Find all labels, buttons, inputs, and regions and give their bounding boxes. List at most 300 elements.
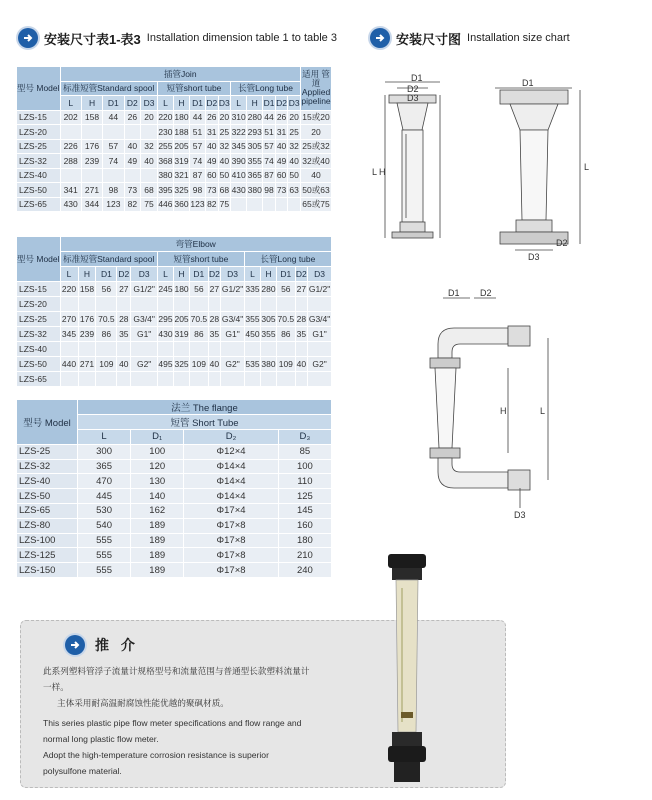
table-cell: 40 (275, 139, 288, 154)
section-title-zh: 安装尺寸表1-表3 (44, 31, 141, 47)
table-cell: 49 (124, 154, 141, 169)
table-cell: 344 (81, 197, 102, 212)
table-cell: 73 (124, 183, 141, 198)
table-cell (190, 372, 209, 387)
table-cell: 51 (263, 125, 276, 140)
table-cell: 50 (288, 168, 301, 183)
table-cell: 110 (278, 474, 331, 489)
table-cell (244, 372, 260, 387)
table-cell (103, 125, 124, 140)
intro-panel (20, 620, 506, 788)
table-cell: 86 (190, 327, 209, 342)
table-cell: 44 (103, 110, 124, 125)
table-cell: 74 (103, 154, 124, 169)
subgroup-header: 标准短管Standard spool (60, 252, 157, 267)
table-cell: 86 (277, 327, 296, 342)
table-cell: 470 (78, 474, 131, 489)
table-cell (96, 372, 117, 387)
chart-title-zh: 安装尺寸图 (396, 31, 462, 47)
column-header: D3 (131, 267, 158, 282)
table-cell (124, 125, 141, 140)
table-cell: 205 (173, 139, 189, 154)
table-cell (103, 168, 124, 183)
table-cell: 300 (78, 444, 131, 459)
table-row (17, 183, 332, 198)
table-cell: 73 (275, 183, 288, 198)
table-cell: 176 (78, 312, 96, 327)
column-header: D₂ (184, 430, 279, 445)
intro-title-text: 推 介 (95, 637, 139, 653)
section-title-en: Installation dimension table 1 to table 3 (146, 32, 337, 44)
table-cell: 40 (295, 357, 308, 372)
table-cell: 395 (157, 183, 173, 198)
column-header: D2 (117, 267, 131, 282)
subgroup-header: 长管Long tube (244, 252, 331, 267)
dim-label-d3: D3 (407, 93, 419, 103)
table-cell: 98 (103, 183, 124, 198)
table-cell: 20 (301, 125, 332, 140)
table-cell: Φ17×8 (184, 518, 279, 533)
table-cell: 355 (260, 327, 276, 342)
table-cell: 140 (131, 489, 184, 504)
table-row (17, 282, 332, 297)
model-cell: LZS-50 (17, 357, 61, 372)
table-row (17, 357, 332, 372)
table-cell: Φ14×4 (184, 489, 279, 504)
table-cell (244, 297, 260, 312)
table-cell: 240 (278, 563, 331, 578)
table-cell: 335 (244, 282, 260, 297)
table-cell: 271 (78, 357, 96, 372)
table-row (17, 503, 332, 518)
table-cell: 430 (60, 197, 81, 212)
table-cell: 35 (208, 327, 221, 342)
table-cell: 25 (288, 125, 301, 140)
table-cell: 255 (157, 139, 173, 154)
table-cell: 32或40 (301, 154, 332, 169)
model-cell: LZS-15 (17, 282, 61, 297)
model-cell: LZS-80 (17, 518, 78, 533)
dim-label-d1: D1 (448, 288, 460, 298)
model-cell: LZS-40 (17, 474, 78, 489)
table-cell (260, 297, 276, 312)
table-cell (308, 297, 332, 312)
column-header: L (157, 267, 173, 282)
column-header: D₁ (131, 430, 184, 445)
column-header: D3 (218, 96, 231, 111)
table-cell: 82 (206, 197, 219, 212)
table-cell: 32 (288, 139, 301, 154)
table-cell (260, 342, 276, 357)
table-cell (131, 342, 158, 357)
table-row (17, 533, 332, 548)
table-cell: 450 (244, 327, 260, 342)
pipeline-header: 适用 管道 Applied pipeline (301, 67, 332, 111)
table-cell: 25 (218, 125, 231, 140)
table-cell: 188 (173, 125, 189, 140)
subgroup-header: 短管short tube (157, 252, 244, 267)
table-cell: 220 (157, 110, 173, 125)
table-cell: 322 (231, 125, 247, 140)
table-cell: 40 (124, 139, 141, 154)
table-cell: G1/2" (308, 282, 332, 297)
table-cell: 145 (278, 503, 331, 518)
table-cell: 293 (247, 125, 263, 140)
table-cell: 50 (218, 168, 231, 183)
dim-label-d2: D2 (480, 288, 492, 298)
table-cell: 220 (60, 282, 78, 297)
table-cell: 100 (131, 444, 184, 459)
table-row (17, 154, 332, 169)
table-cell: 280 (247, 110, 263, 125)
table-cell (244, 342, 260, 357)
table-cell: 368 (157, 154, 173, 169)
model-cell: LZS-50 (17, 489, 78, 504)
column-header: L (231, 96, 247, 111)
table-cell: Φ12×4 (184, 444, 279, 459)
column-header: D1 (190, 267, 209, 282)
table-cell: 555 (78, 548, 131, 563)
table-cell: 189 (131, 533, 184, 548)
table-cell: 27 (208, 282, 221, 297)
table-cell: 40 (141, 154, 158, 169)
table-cell (157, 372, 173, 387)
table-cell: 123 (103, 197, 124, 212)
table-cell: 40 (218, 154, 231, 169)
table-cell (288, 197, 301, 212)
table-cell: 319 (174, 327, 190, 342)
table-cell: 158 (78, 282, 96, 297)
dim-label-h: H (500, 406, 507, 416)
table-cell (260, 372, 276, 387)
model-cell: LZS-20 (17, 297, 61, 312)
table-elbow (16, 236, 332, 387)
table-cell: 365 (247, 168, 263, 183)
table-cell: 49 (206, 154, 219, 169)
table-cell: 85 (278, 444, 331, 459)
intro-title (65, 635, 139, 655)
arrow-right-icon (65, 635, 85, 655)
dim-label-d3: D3 (528, 252, 540, 262)
table-cell: 345 (60, 327, 78, 342)
subgroup-header: 短管short tube (157, 81, 230, 96)
table-cell (141, 168, 158, 183)
table-cell (117, 342, 131, 357)
top-nut (430, 358, 460, 368)
table-row (17, 518, 332, 533)
model-cell: LZS-65 (17, 372, 61, 387)
table-cell (247, 197, 263, 212)
table-cell (60, 372, 78, 387)
table-row (17, 197, 332, 212)
table-cell: 82 (124, 197, 141, 212)
table-cell: 65或75 (301, 197, 332, 212)
arrow-right-icon (370, 28, 390, 48)
table-cell (157, 342, 173, 357)
model-cell: LZS-32 (17, 459, 78, 474)
dim-label-d2: D2 (407, 84, 419, 94)
table-cell: 430 (231, 183, 247, 198)
column-header: H (78, 267, 96, 282)
dim-label-l: L (584, 162, 590, 172)
table-row (17, 125, 332, 140)
table-cell (60, 168, 81, 183)
table-cell: G2" (131, 357, 158, 372)
model-cell: LZS-65 (17, 503, 78, 518)
table-cell: 305 (247, 139, 263, 154)
section-title-chart (370, 28, 570, 48)
table-cell: 100 (278, 459, 331, 474)
intro-zh-paragraph-1: 此系列塑料管浮子流量计规格型号和流量范围与普通型长款塑料流量计一样。 (43, 666, 310, 692)
table-cell: 109 (190, 357, 209, 372)
table-cell (277, 342, 296, 357)
elbow-meter-diagram (408, 288, 568, 528)
model-cell: LZS-32 (17, 154, 61, 169)
table-cell: 130 (131, 474, 184, 489)
table-cell (124, 168, 141, 183)
table-cell: 70.5 (96, 312, 117, 327)
table-cell (190, 297, 209, 312)
table-cell: 360 (173, 197, 189, 212)
column-header: D1 (190, 96, 206, 111)
table-cell: 44 (190, 110, 206, 125)
table-cell: 40 (288, 154, 301, 169)
table-cell (157, 297, 173, 312)
table-cell: 176 (81, 139, 102, 154)
table-cell: 74 (263, 154, 276, 169)
column-header: D1 (277, 267, 296, 282)
dim-label-d3: D3 (514, 510, 526, 520)
table-cell (96, 342, 117, 357)
table-cell: 56 (96, 282, 117, 297)
table-cell: 15或20 (301, 110, 332, 125)
table-cell: 205 (174, 312, 190, 327)
table-cell: G3/4" (221, 312, 245, 327)
column-header: D3 (308, 267, 332, 282)
group-header: 插管Join (60, 67, 300, 82)
table-cell (96, 297, 117, 312)
table-cell: 40 (206, 139, 219, 154)
table-cell: 35 (295, 327, 308, 342)
table-cell: 355 (247, 154, 263, 169)
table-cell: 109 (96, 357, 117, 372)
table-cell: 27 (295, 282, 308, 297)
table-cell (308, 342, 332, 357)
table-cell: 365 (78, 459, 131, 474)
model-cell: LZS-20 (17, 125, 61, 140)
table-cell (208, 342, 221, 357)
table-cell: G2" (308, 357, 332, 372)
table-cell (60, 125, 81, 140)
table-cell: 40 (208, 357, 221, 372)
table-cell: 28 (295, 312, 308, 327)
table-cell: Φ17×8 (184, 548, 279, 563)
dim-label-h: H (379, 167, 386, 177)
table-row (17, 168, 332, 183)
table-cell (174, 372, 190, 387)
table-cell: 189 (131, 548, 184, 563)
table-cell (275, 197, 288, 212)
table-cell: Φ17×8 (184, 563, 279, 578)
table-cell: Φ14×4 (184, 474, 279, 489)
table-cell: 125 (278, 489, 331, 504)
table-cell: 380 (247, 183, 263, 198)
table-cell: G2" (221, 357, 245, 372)
table-cell: 295 (157, 312, 173, 327)
table-cell: 31 (275, 125, 288, 140)
table-cell: 210 (278, 548, 331, 563)
model-cell: LZS-25 (17, 312, 61, 327)
model-cell: LZS-15 (17, 110, 61, 125)
table-cell (174, 342, 190, 357)
column-header: L (60, 96, 81, 111)
column-header: D3 (288, 96, 301, 111)
table-cell: 75 (141, 197, 158, 212)
model-header: 型号 Model (17, 237, 61, 282)
arrow-right-icon (18, 28, 38, 48)
table-cell (131, 372, 158, 387)
model-cell: LZS-40 (17, 342, 61, 357)
table-cell (60, 297, 78, 312)
dim-label-l: L (372, 167, 378, 177)
table-cell: 271 (81, 183, 102, 198)
table-row (17, 110, 332, 125)
table-cell: 25或32 (301, 139, 332, 154)
chart-title-en: Installation size chart (467, 32, 570, 44)
model-cell: LZS-25 (17, 139, 61, 154)
model-cell: LZS-25 (17, 444, 78, 459)
table-cell: 446 (157, 197, 173, 212)
column-header: L (78, 430, 131, 445)
table-cell: 305 (260, 312, 276, 327)
column-header: L (157, 96, 173, 111)
table-cell: 35 (117, 327, 131, 342)
table-row (17, 327, 332, 342)
table-cell: 50或63 (301, 183, 332, 198)
table-cell: 530 (78, 503, 131, 518)
table-cell: 495 (157, 357, 173, 372)
top-flange-right (500, 90, 568, 104)
table-cell: Φ17×8 (184, 533, 279, 548)
column-header: D1 (263, 96, 276, 111)
table-join (16, 66, 332, 212)
table-cell: 355 (244, 312, 260, 327)
table-cell: 26 (275, 110, 288, 125)
column-header: H (174, 267, 190, 282)
model-header: 型号 Model (17, 67, 61, 111)
model-cell: LZS-125 (17, 548, 78, 563)
table-cell (221, 372, 245, 387)
table-cell: 70.5 (190, 312, 209, 327)
table-cell: 288 (60, 154, 81, 169)
table-cell: 70.5 (277, 312, 296, 327)
table-cell: 189 (131, 563, 184, 578)
table-cell: 26 (206, 110, 219, 125)
table-cell (277, 297, 296, 312)
table-cell: 27 (117, 282, 131, 297)
dim-label-d1: D1 (522, 78, 534, 88)
dim-label-d2: D2 (556, 238, 568, 248)
table-cell: 555 (78, 563, 131, 578)
model-cell: LZS-50 (17, 183, 61, 198)
table-cell: 390 (231, 154, 247, 169)
table-cell: 68 (141, 183, 158, 198)
section-title-tables (18, 28, 337, 48)
table-cell: 40 (117, 357, 131, 372)
column-header: D2 (208, 267, 221, 282)
table-cell (78, 342, 96, 357)
table-cell: 44 (263, 110, 276, 125)
table-cell: 310 (231, 110, 247, 125)
column-header: H (247, 96, 263, 111)
table-cell: 87 (263, 168, 276, 183)
table-cell: 56 (277, 282, 296, 297)
table-row (17, 312, 332, 327)
table-cell: 49 (275, 154, 288, 169)
table-cell: 57 (263, 139, 276, 154)
table-cell (190, 342, 209, 357)
table-flange (16, 399, 332, 578)
table-cell: 270 (60, 312, 78, 327)
table-cell: 540 (78, 518, 131, 533)
column-header: D1 (103, 96, 124, 111)
table-cell: 445 (78, 489, 131, 504)
subgroup-header: 短管 Short Tube (78, 415, 332, 430)
table-row (17, 372, 332, 387)
table-cell: 158 (81, 110, 102, 125)
table-row (17, 489, 332, 504)
table-cell: 63 (288, 183, 301, 198)
flowmeter-photo (382, 552, 432, 790)
column-header: H (81, 96, 102, 111)
table-cell: 20 (218, 110, 231, 125)
table-cell: G1" (221, 327, 245, 342)
table-cell: 226 (60, 139, 81, 154)
table-cell: 120 (131, 459, 184, 474)
table-cell: 57 (190, 139, 206, 154)
table-cell: 32 (141, 139, 158, 154)
table-cell: 75 (218, 197, 231, 212)
table-cell (60, 342, 78, 357)
table-cell: 57 (103, 139, 124, 154)
table-cell: 555 (78, 533, 131, 548)
table-cell: 87 (190, 168, 206, 183)
table-cell: 319 (173, 154, 189, 169)
table-row (17, 444, 332, 459)
table-row (17, 459, 332, 474)
table-cell (221, 342, 245, 357)
table-cell: 20 (288, 110, 301, 125)
dim-label-d1: D1 (411, 73, 423, 83)
model-cell: LZS-65 (17, 197, 61, 212)
table-cell: 32 (218, 139, 231, 154)
table-cell (174, 297, 190, 312)
table-cell (295, 372, 308, 387)
model-cell: LZS-150 (17, 563, 78, 578)
table-cell: 31 (206, 125, 219, 140)
table-cell (208, 372, 221, 387)
table-cell: Φ14×4 (184, 459, 279, 474)
table-cell (78, 372, 96, 387)
table-cell: G1/2" (221, 282, 245, 297)
table-cell: 109 (277, 357, 296, 372)
subgroup-header: 标准短管Standard spool (60, 81, 157, 96)
table-cell: 180 (278, 533, 331, 548)
table-row (17, 342, 332, 357)
table-cell: 321 (173, 168, 189, 183)
intro-en-paragraph-1: This series plastic pipe flow meter specifications and flow range and normal long plastic flow meter. (43, 718, 302, 744)
group-header: 法兰 The flange (78, 400, 332, 415)
